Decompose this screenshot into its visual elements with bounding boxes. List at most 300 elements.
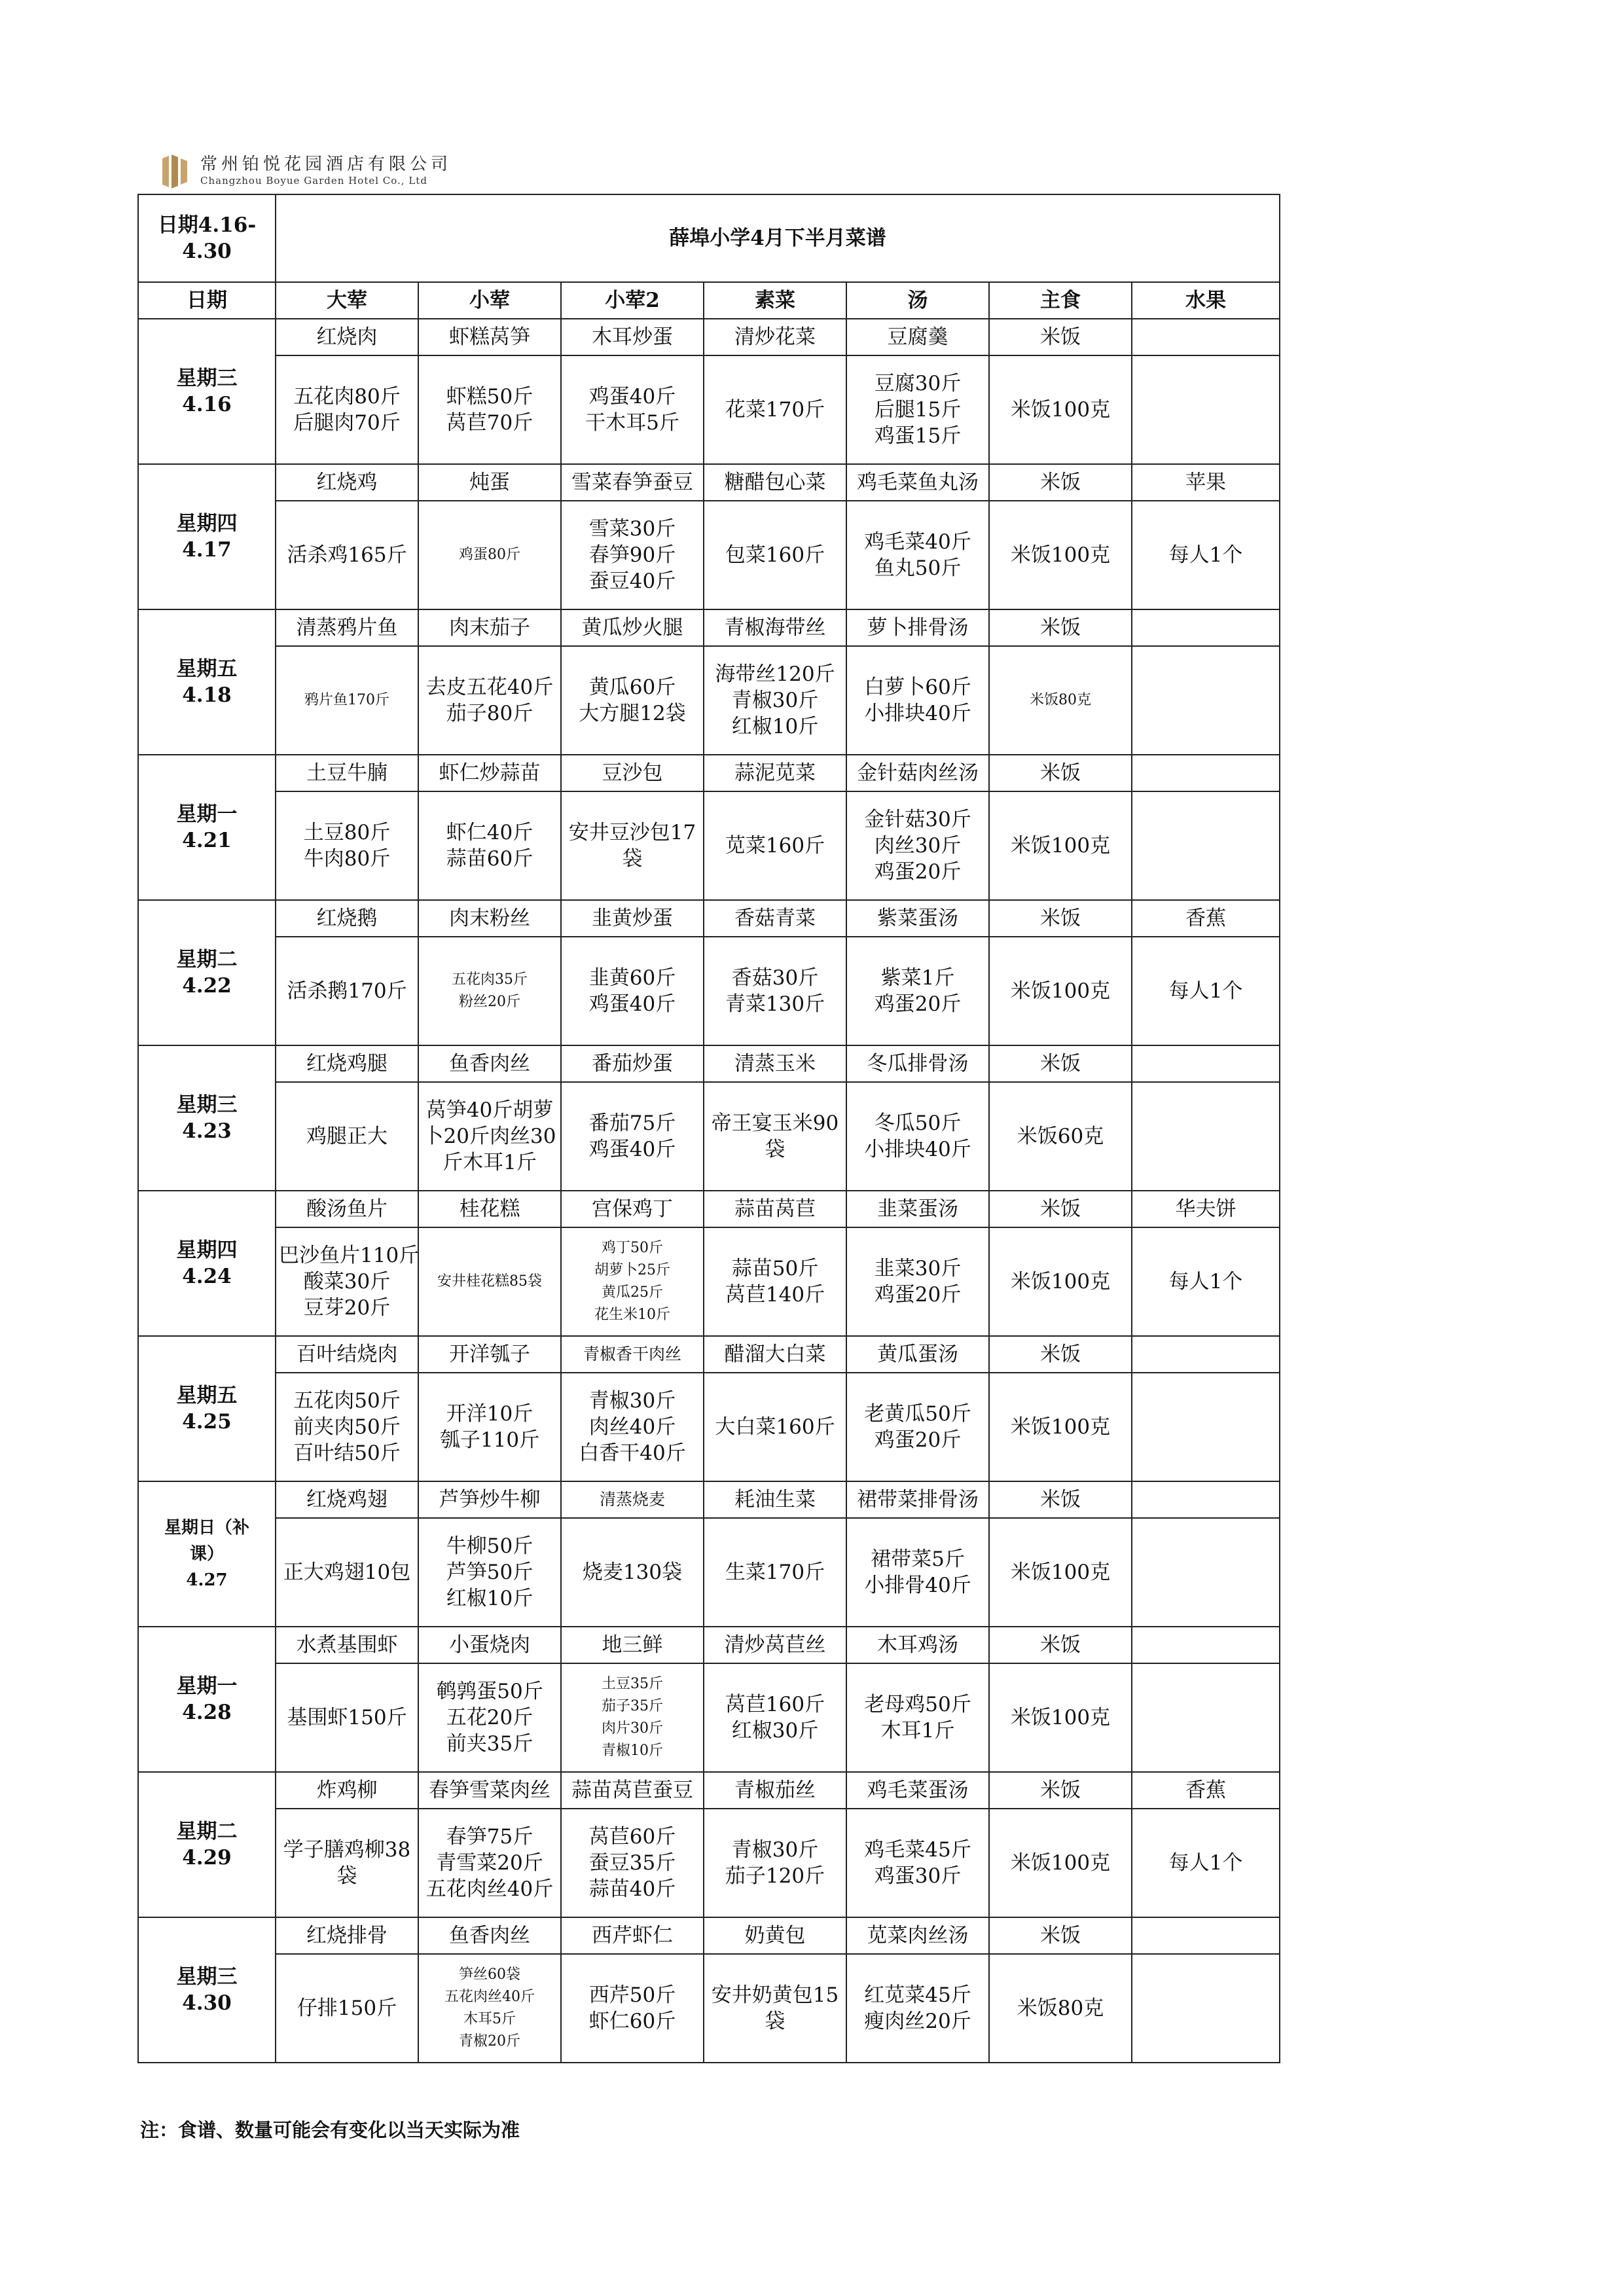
dish-cell: 清蒸鸦片鱼 — [276, 609, 418, 646]
dish-cell: 虾仁炒蒜苗 — [418, 755, 561, 791]
quantity-line: 紫菜1斤 — [880, 966, 955, 990]
dish-cell: 西芹虾仁 — [561, 1917, 704, 1954]
quantity-line: 百叶结50斤 — [293, 1441, 401, 1465]
quantity-line: 鸡蛋20斤 — [874, 992, 962, 1016]
dish-cell: 小蛋烧肉 — [418, 1627, 561, 1663]
quantity-line: 蚕豆35斤 — [588, 1851, 676, 1875]
quantity-line: 木耳5斤 — [463, 2011, 516, 2027]
dish-cell: 米饭 — [989, 1917, 1132, 1954]
dish-cell: 金针菇肉丝汤 — [846, 755, 989, 791]
day-label-line: 星期三 — [176, 1965, 238, 1989]
day-quantity-row — [138, 1227, 1280, 1336]
quantity-cell — [418, 646, 561, 755]
dish-cell: 春笋雪菜肉丝 — [418, 1772, 561, 1809]
dish-cell: 清炒花菜 — [704, 319, 846, 355]
quantity-cell — [276, 1518, 418, 1627]
day-label — [138, 1045, 276, 1191]
quantity-cell — [704, 1373, 846, 1481]
quantity-line: 米饭100克 — [1010, 1706, 1111, 1729]
dish-cell: 鸡毛菜鱼丸汤 — [846, 464, 989, 501]
day-dish-row — [138, 1627, 1280, 1663]
dish-cell: 开洋瓠子 — [418, 1336, 561, 1373]
dish-cell — [1132, 1627, 1280, 1663]
quantity-cell — [561, 355, 704, 464]
quantity-cell — [1132, 355, 1280, 464]
quantity-line: 土豆35斤 — [602, 1676, 663, 1692]
column-header: 小荤 — [418, 282, 561, 319]
quantity-line: 韭黄60斤 — [588, 966, 676, 990]
quantity-cell — [418, 937, 561, 1045]
quantity-cell — [989, 355, 1132, 464]
quantity-line: 每人1个 — [1168, 979, 1243, 1003]
quantity-cell — [1132, 791, 1280, 900]
date-range-cell — [138, 194, 276, 282]
day-label-line: 星期五 — [176, 1384, 238, 1407]
quantity-line: 木耳1斤 — [880, 1719, 955, 1743]
quantity-cell — [276, 1954, 418, 2063]
quantity-cell — [418, 1373, 561, 1481]
dish-cell: 华夫饼 — [1132, 1191, 1280, 1227]
quantity-line: 虾糕50斤 — [446, 385, 533, 408]
quantity-line: 粉丝20斤 — [459, 994, 520, 1010]
quantity-cell — [989, 1518, 1132, 1627]
quantity-cell — [1132, 1373, 1280, 1481]
quantity-cell — [418, 791, 561, 900]
quantity-line: 冬瓜50斤 — [874, 1111, 962, 1135]
quantity-line: 前夹35斤 — [446, 1732, 533, 1756]
quantity-line: 青椒30斤 — [588, 1389, 676, 1413]
quantity-cell — [418, 1518, 561, 1627]
quantity-line: 鸡蛋15斤 — [874, 424, 962, 448]
day-label-line: 星期一 — [176, 1674, 238, 1698]
day-label — [138, 319, 276, 464]
quantity-cell — [276, 1663, 418, 1772]
quantity-line: 老母鸡50斤 — [864, 1693, 971, 1716]
dish-cell: 苋菜肉丝汤 — [846, 1917, 989, 1954]
quantity-line: 包菜160斤 — [725, 543, 825, 567]
dish-cell: 米饭 — [989, 1045, 1132, 1082]
quantity-line: 裙带菜5斤 — [871, 1547, 965, 1571]
day-dish-row — [138, 1191, 1280, 1227]
quantity-cell — [1132, 1809, 1280, 1917]
quantity-cell — [989, 1954, 1132, 2063]
quantity-cell — [704, 501, 846, 609]
quantity-cell — [704, 1518, 846, 1627]
dish-cell — [1132, 755, 1280, 791]
dish-cell: 芦笋炒牛柳 — [418, 1481, 561, 1518]
quantity-cell — [989, 1227, 1132, 1336]
company-name — [200, 154, 452, 187]
quantity-line: 小排块40斤 — [864, 702, 971, 725]
dish-cell: 米饭 — [989, 319, 1132, 355]
quantity-line: 苋菜160斤 — [725, 834, 825, 858]
quantity-line: 鸡毛菜45斤 — [864, 1838, 971, 1862]
quantity-line: 金针菇30斤 — [864, 808, 971, 831]
quantity-line: 茄子80斤 — [446, 702, 533, 725]
quantity-cell — [561, 501, 704, 609]
quantity-line: 莴苣160斤 — [725, 1693, 825, 1716]
day-label — [138, 1336, 276, 1481]
quantity-cell — [561, 1082, 704, 1191]
quantity-line: 虾仁60斤 — [588, 2010, 676, 2033]
quantity-line: 开洋10斤 — [446, 1402, 533, 1426]
quantity-line: 青椒20斤 — [459, 2033, 520, 2050]
quantity-cell — [418, 355, 561, 464]
quantity-line: 鸡蛋20斤 — [874, 1428, 962, 1452]
quantity-line: 巴沙鱼片110斤 — [279, 1244, 420, 1267]
quantity-line: 小排块40斤 — [864, 1138, 971, 1161]
dish-cell: 香蕉 — [1132, 900, 1280, 937]
day-dish-row — [138, 900, 1280, 937]
quantity-cell — [1132, 937, 1280, 1045]
quantity-line: 牛柳50斤 — [446, 1534, 533, 1558]
quantity-cell — [846, 501, 989, 609]
dish-cell: 红烧鸡腿 — [276, 1045, 418, 1082]
quantity-line: 烧麦130袋 — [582, 1561, 683, 1584]
day-quantity-row — [138, 1082, 1280, 1191]
quantity-line: 鸡蛋40斤 — [588, 1138, 676, 1161]
dish-cell: 红烧肉 — [276, 319, 418, 355]
day-dish-row — [138, 464, 1280, 501]
day-label-line: 星期一 — [176, 803, 238, 826]
quantity-line: 五花20斤 — [446, 1706, 533, 1729]
dish-cell: 蒜泥苋菜 — [704, 755, 846, 791]
quantity-cell — [989, 1663, 1132, 1772]
day-dish-row — [138, 609, 1280, 646]
dish-cell: 奶黄包 — [704, 1917, 846, 1954]
quantity-line: 干木耳5斤 — [585, 411, 679, 435]
dish-cell: 醋溜大白菜 — [704, 1336, 846, 1373]
quantity-cell — [276, 1227, 418, 1336]
quantity-line: 茄子120斤 — [725, 1864, 825, 1888]
quantity-line: 米饭100克 — [1010, 543, 1111, 567]
quantity-cell — [989, 1082, 1132, 1191]
quantity-line: 鸡蛋30斤 — [874, 1864, 962, 1888]
date-range-line: 4.30 — [182, 240, 232, 263]
dish-cell: 裙带菜排骨汤 — [846, 1481, 989, 1518]
dish-cell: 清蒸玉米 — [704, 1045, 846, 1082]
quantity-line: 黄瓜25斤 — [602, 1284, 663, 1301]
quantity-cell — [276, 937, 418, 1045]
day-label-line: 4.22 — [182, 974, 232, 998]
quantity-line: 每人1个 — [1168, 1851, 1243, 1875]
quantity-cell — [276, 1809, 418, 1917]
quantity-cell — [1132, 1954, 1280, 2063]
quantity-line: 蒜苗40斤 — [588, 1877, 676, 1901]
quantity-line: 鸡蛋80斤 — [459, 547, 520, 563]
quantity-line: 红椒10斤 — [446, 1587, 533, 1610]
day-label — [138, 464, 276, 609]
quantity-line: 五花肉80斤 — [293, 385, 401, 408]
quantity-line: 鸡蛋40斤 — [588, 992, 676, 1016]
quantity-cell — [276, 1373, 418, 1481]
day-dish-row — [138, 755, 1280, 791]
dish-cell — [1132, 319, 1280, 355]
quantity-line: 米饭100克 — [1010, 1561, 1111, 1584]
day-label-line: 4.29 — [182, 1846, 232, 1870]
quantity-cell — [561, 646, 704, 755]
quantity-line: 虾仁40斤 — [446, 821, 533, 844]
quantity-line: 小排骨40斤 — [864, 1574, 971, 1597]
day-label-line: 4.27 — [186, 1570, 228, 1590]
day-quantity-row — [138, 501, 1280, 609]
day-quantity-row — [138, 355, 1280, 464]
quantity-cell — [846, 937, 989, 1045]
quantity-cell — [418, 1809, 561, 1917]
company-name-en: Changzhou Boyue Garden Hotel Co., Ltd — [200, 175, 427, 187]
quantity-line: 土豆80斤 — [303, 821, 391, 844]
quantity-line: 米饭60克 — [1017, 1125, 1104, 1148]
day-quantity-row — [138, 1373, 1280, 1481]
day-label-line: 4.28 — [182, 1701, 232, 1724]
dish-cell: 苹果 — [1132, 464, 1280, 501]
day-dish-row — [138, 1772, 1280, 1809]
quantity-cell — [846, 1663, 989, 1772]
quantity-line: 花菜170斤 — [725, 398, 825, 422]
dish-cell — [1132, 609, 1280, 646]
column-header: 主食 — [989, 282, 1132, 319]
day-quantity-row — [138, 1663, 1280, 1772]
quantity-cell — [418, 1954, 561, 2063]
dish-cell: 蒜苗莴苣 — [704, 1191, 846, 1227]
dish-cell: 红烧鸡翅 — [276, 1481, 418, 1518]
dish-cell: 米饭 — [989, 900, 1132, 937]
dish-cell: 韭菜蛋汤 — [846, 1191, 989, 1227]
dish-cell: 百叶结烧肉 — [276, 1336, 418, 1373]
quantity-cell — [846, 1082, 989, 1191]
dish-cell: 萝卜排骨汤 — [846, 609, 989, 646]
quantity-line: 鸡蛋20斤 — [874, 860, 962, 884]
day-label-line: 4.17 — [182, 538, 232, 562]
dish-cell — [1132, 1481, 1280, 1518]
column-header: 日期 — [138, 282, 276, 319]
dish-cell: 清蒸烧麦 — [561, 1481, 704, 1518]
dish-cell: 地三鲜 — [561, 1627, 704, 1663]
quantity-cell — [276, 1082, 418, 1191]
dish-cell: 土豆牛腩 — [276, 755, 418, 791]
day-dish-row — [138, 1917, 1280, 1954]
dish-cell: 桂花糕 — [418, 1191, 561, 1227]
quantity-cell — [276, 355, 418, 464]
quantity-cell — [704, 1227, 846, 1336]
quantity-cell — [989, 501, 1132, 609]
quantity-line: 基围虾150斤 — [287, 1706, 407, 1729]
dish-cell: 米饭 — [989, 464, 1132, 501]
quantity-line: 海带丝120斤 — [715, 662, 835, 686]
dish-cell: 酸汤鱼片 — [276, 1191, 418, 1227]
boyue-logo-icon — [160, 152, 190, 190]
quantity-cell — [418, 501, 561, 609]
quantity-line: 仔排150斤 — [297, 1997, 397, 2020]
quantity-line: 肉片30斤 — [602, 1720, 663, 1737]
quantity-line: 后腿肉70斤 — [293, 411, 401, 435]
quantity-line: 韭菜30斤 — [874, 1257, 962, 1280]
column-header: 大荤 — [276, 282, 418, 319]
quantity-line: 大白菜160斤 — [715, 1415, 835, 1439]
quantity-line: 瘦肉丝20斤 — [864, 2010, 971, 2033]
quantity-line: 西芹50斤 — [588, 1983, 676, 2007]
quantity-cell — [1132, 1663, 1280, 1772]
quantity-line: 五花肉35斤 — [452, 971, 528, 988]
quantity-line: 胡萝卜25斤 — [594, 1262, 670, 1278]
day-dish-row — [138, 1045, 1280, 1082]
day-label — [138, 1917, 276, 2063]
quantity-line: 安井奶黄包15袋 — [711, 1983, 839, 2033]
dish-cell: 青椒茄丝 — [704, 1772, 846, 1809]
dish-cell: 肉末茄子 — [418, 609, 561, 646]
quantity-line: 大方腿12袋 — [579, 702, 686, 725]
quantity-line: 生菜170斤 — [725, 1561, 825, 1584]
day-label-line: 4.23 — [182, 1119, 232, 1143]
menu-title: 薛埠小学4月下半月菜谱 — [276, 194, 1280, 282]
dish-cell: 米饭 — [989, 1481, 1132, 1518]
dish-cell — [1132, 1045, 1280, 1082]
quantity-line: 鸡丁50斤 — [602, 1240, 663, 1256]
day-label-line: 4.30 — [182, 1991, 232, 2015]
quantity-line: 豆腐30斤 — [874, 372, 962, 395]
quantity-line: 活杀鹅170斤 — [287, 979, 407, 1003]
quantity-cell — [704, 1809, 846, 1917]
quantity-line: 去皮五花40斤 — [425, 676, 554, 699]
dish-cell: 水煮基围虾 — [276, 1627, 418, 1663]
quantity-cell — [704, 646, 846, 755]
quantity-cell — [561, 1518, 704, 1627]
day-label-line: 4.24 — [182, 1265, 232, 1288]
menu-body — [138, 194, 1280, 2063]
quantity-line: 米饭100克 — [1010, 979, 1111, 1003]
dish-cell: 米饭 — [989, 1191, 1132, 1227]
dish-cell: 米饭 — [989, 755, 1132, 791]
day-dish-row — [138, 1336, 1280, 1373]
quantity-line: 青椒30斤 — [731, 689, 819, 712]
quantity-line: 春笋75斤 — [446, 1825, 533, 1849]
day-label-line: 星期四 — [176, 1238, 238, 1262]
dish-cell: 木耳鸡汤 — [846, 1627, 989, 1663]
dish-cell: 虾糕莴笋 — [418, 319, 561, 355]
quantity-cell — [704, 1082, 846, 1191]
menu-table — [137, 194, 1280, 2063]
quantity-line: 米饭80克 — [1017, 1997, 1104, 2020]
quantity-cell — [561, 1373, 704, 1481]
quantity-line: 鸡蛋20斤 — [874, 1283, 962, 1307]
dish-cell: 豆沙包 — [561, 755, 704, 791]
quantity-line: 米饭100克 — [1010, 834, 1111, 858]
dish-cell: 米饭 — [989, 609, 1132, 646]
quantity-cell — [989, 791, 1132, 900]
dish-cell — [1132, 1336, 1280, 1373]
quantity-line: 芦笋50斤 — [446, 1561, 533, 1584]
day-label-line: 星期二 — [176, 948, 238, 971]
quantity-line: 莴笋40斤胡萝卜20斤肉丝30斤木耳1斤 — [423, 1098, 556, 1174]
quantity-cell — [846, 1809, 989, 1917]
day-label-line: 星期三 — [176, 1093, 238, 1117]
day-label-line: 星期二 — [176, 1820, 238, 1843]
dish-cell: 炖蛋 — [418, 464, 561, 501]
dish-cell: 糖醋包心菜 — [704, 464, 846, 501]
column-header: 汤 — [846, 282, 989, 319]
quantity-cell — [1132, 1518, 1280, 1627]
quantity-line: 白香干40斤 — [579, 1441, 686, 1465]
quantity-line: 活杀鸡165斤 — [287, 543, 407, 567]
quantity-cell — [561, 791, 704, 900]
dish-cell: 黄瓜蛋汤 — [846, 1336, 989, 1373]
day-label-line: 课） — [189, 1544, 224, 1564]
quantity-cell — [1132, 501, 1280, 609]
dish-cell: 米饭 — [989, 1627, 1132, 1663]
quantity-line: 安井桂花糕85袋 — [437, 1273, 542, 1290]
quantity-line: 每人1个 — [1168, 1270, 1243, 1293]
quantity-line: 鸡蛋40斤 — [588, 385, 676, 408]
dish-cell: 红烧鹅 — [276, 900, 418, 937]
quantity-cell — [846, 1227, 989, 1336]
day-quantity-row — [138, 1954, 1280, 2063]
day-label-line: 星期三 — [176, 367, 238, 390]
quantity-cell — [276, 646, 418, 755]
quantity-cell — [418, 1227, 561, 1336]
day-quantity-row — [138, 1809, 1280, 1917]
day-label — [138, 900, 276, 1045]
quantity-line: 后腿15斤 — [874, 398, 962, 422]
quantity-cell — [276, 501, 418, 609]
day-label — [138, 609, 276, 755]
quantity-cell — [846, 646, 989, 755]
quantity-line: 青椒30斤 — [731, 1838, 819, 1862]
dish-cell: 香蕉 — [1132, 1772, 1280, 1809]
quantity-line: 米饭100克 — [1010, 1270, 1111, 1293]
quantity-line: 春笋90斤 — [588, 543, 676, 567]
day-label — [138, 755, 276, 900]
dish-cell: 香菇青菜 — [704, 900, 846, 937]
dish-cell: 番茄炒蛋 — [561, 1045, 704, 1082]
quantity-line: 红椒10斤 — [731, 715, 819, 738]
quantity-cell — [1132, 1082, 1280, 1191]
quantity-line: 鱼丸50斤 — [874, 556, 962, 580]
day-label — [138, 1191, 276, 1336]
dish-cell: 耗油生菜 — [704, 1481, 846, 1518]
quantity-line: 红椒30斤 — [731, 1719, 819, 1743]
quantity-cell — [846, 1373, 989, 1481]
quantity-line: 牛肉80斤 — [303, 847, 391, 871]
quantity-cell — [561, 1809, 704, 1917]
quantity-cell — [704, 1663, 846, 1772]
quantity-cell — [846, 355, 989, 464]
dish-cell: 鸡毛菜蛋汤 — [846, 1772, 989, 1809]
column-header: 小荤2 — [561, 282, 704, 319]
quantity-cell — [561, 1227, 704, 1336]
quantity-cell — [276, 791, 418, 900]
quantity-line: 红苋菜45斤 — [864, 1983, 971, 2007]
title-row — [138, 194, 1280, 282]
dish-cell — [1132, 1917, 1280, 1954]
quantity-cell — [846, 1954, 989, 2063]
quantity-cell — [846, 791, 989, 900]
quantity-line: 帝王宴玉米90袋 — [711, 1111, 839, 1161]
dish-cell: 炸鸡柳 — [276, 1772, 418, 1809]
quantity-cell — [418, 1082, 561, 1191]
day-quantity-row — [138, 937, 1280, 1045]
dish-cell: 肉末粉丝 — [418, 900, 561, 937]
quantity-line: 鹌鹑蛋50斤 — [436, 1680, 543, 1703]
quantity-cell — [704, 1954, 846, 2063]
day-quantity-row — [138, 1518, 1280, 1627]
quantity-line: 茄子35斤 — [602, 1698, 663, 1714]
quantity-line: 笋丝60袋 — [459, 1966, 520, 1983]
quantity-line: 番茄75斤 — [588, 1111, 676, 1135]
quantity-line: 正大鸡翅10包 — [283, 1561, 411, 1584]
day-label-line: 4.18 — [182, 683, 232, 707]
quantity-line: 酸菜30斤 — [303, 1270, 391, 1293]
day-label-line: 4.25 — [182, 1410, 232, 1434]
